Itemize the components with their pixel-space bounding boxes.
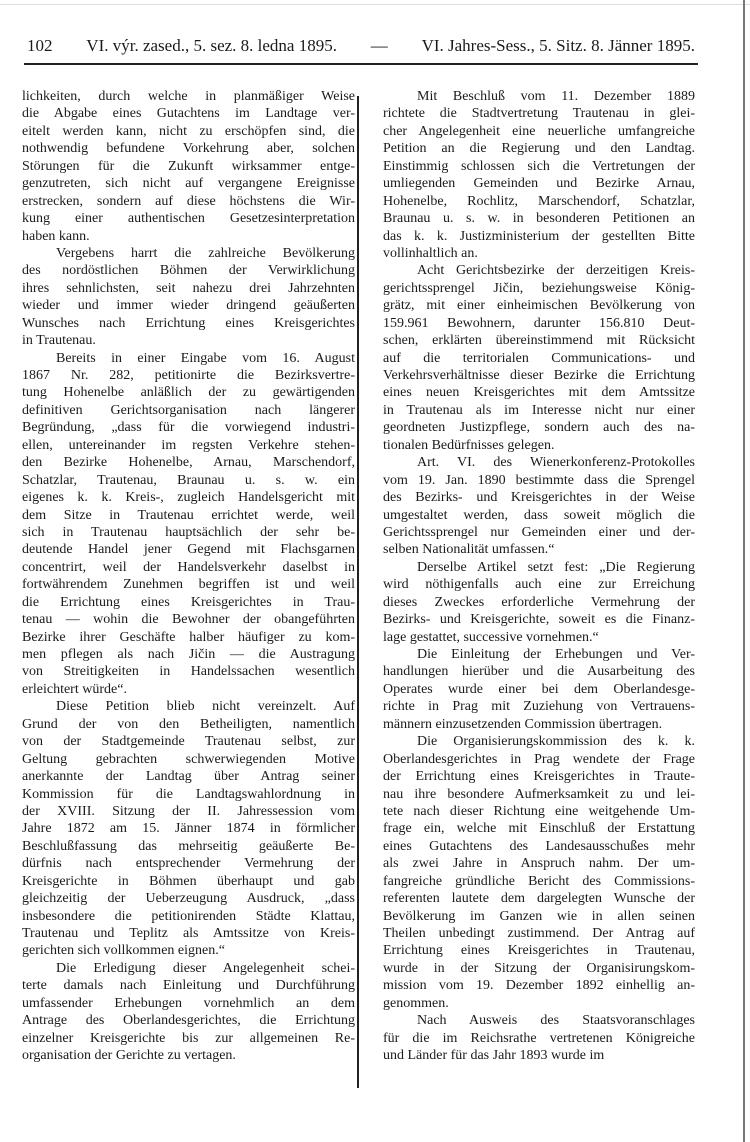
text-line: deutende Handel jener Gegend mit Flachsgarnen	[22, 542, 355, 558]
text-line: umgestaltet werden, dass soweit möglich die	[383, 507, 695, 523]
text-line: cher Angelegenheit eine neuerliche umfangreiche	[383, 123, 695, 139]
text-line: ellen, untereinander im regsten Verkehre stehen-	[22, 437, 355, 453]
text-line: gerichtssprengel Jičin, beziehungsweise König-	[383, 280, 695, 296]
text-line: Beschlußfassung das mehrseitig geäußerte Be-	[22, 838, 355, 854]
text-line: den Bezirke Hohenelbe, Arnau, Marschendorf,	[22, 455, 355, 471]
text-line: Einstimmig schlossen sich die Vertretungen der	[383, 158, 695, 174]
text-line: ihres sehnlichsten, seit nahezu drei Jahrzehnten	[22, 280, 355, 296]
text-line: nothwendig befundene Vorkehrung aber, solchen	[22, 141, 355, 157]
text-line: mission vom 19. Dezember 1892 einhellig an-	[383, 978, 695, 994]
text-line: wurde in der Sitzung der Organisirungskom-	[383, 960, 695, 976]
text-line: tung Hohenelbe anläßlich der zu gewärtigenden	[22, 385, 355, 401]
text-line: auf die territorialen Communications- und	[383, 350, 695, 366]
text-line: Hohenelbe, Rochlitz, Marschendorf, Schatzlar,	[383, 193, 695, 209]
right-column	[383, 88, 695, 1065]
paragraph	[383, 1012, 695, 1064]
text-line: erstrecken, sondern auf diese höchstens die Wir-	[22, 193, 355, 209]
text-line: tenau — wohin die Bewohner der obangeführten	[22, 612, 355, 628]
text-line: men pflegen als nach Jičin — die Austragung	[22, 647, 355, 662]
text-line: eigenes k. k. Kreis-, zugleich Handelsgericht mit	[22, 490, 355, 506]
paragraph	[383, 646, 695, 733]
text-line: Derselbe Artikel setzt fest: „Die Regierung	[417, 559, 695, 575]
text-line: als zwei Jahre in Anspruch nahm. Der um-	[383, 856, 695, 872]
text-line: geordneten Justizpflege, sondern auch des na-	[383, 420, 695, 436]
text-line: Nach Ausweis des Staatsvoranschlages	[417, 1013, 695, 1029]
text-line: Braunau u. s. w. in besonderen Petitionen an	[383, 211, 695, 227]
text-line: selben Nationalität umfassen.“	[383, 542, 555, 558]
text-line: Wunsches nach Errichtung eines Kreisgerichtes	[22, 315, 355, 331]
text-line: lichkeiten, durch welche in planmäßiger Weise	[22, 89, 355, 104]
header-rule	[24, 63, 698, 65]
text-line: terte damals nach Einleitung und Durchführung	[22, 978, 355, 994]
text-line: Diese Petition blieb nicht vereinzelt. Auf	[56, 699, 355, 715]
text-line: 1867 Nr. 282, petitionirte die Bezirksvertre-	[22, 368, 355, 383]
paragraph	[22, 350, 355, 699]
text-line: männern einzusetzenden Commission übertragen.	[383, 716, 663, 732]
text-line: umliegenden Gemeinden und Bezirke Arnau,	[383, 176, 695, 192]
text-line: organisation der Gerichte zu vertagen.	[22, 1048, 236, 1064]
left-column	[22, 88, 355, 1065]
text-line: dem Sitze in Trautenau errichtet werde, weil	[22, 507, 355, 523]
text-line: erleichtert würde“.	[22, 681, 127, 697]
text-line: das k. k. Justizministerium der gestellten Bitte	[383, 228, 695, 244]
text-line: richtete die Stadtvertretung Trautenau in glei-	[383, 106, 695, 122]
text-line: definitiven Gerichtsorganisation nach längerer	[22, 402, 355, 418]
text-line: Bevölkerung im Ganzen wie in allen seinen	[383, 908, 695, 924]
text-line: des Bezirks- und Kreisgerichtes in der Weise	[383, 490, 695, 506]
text-line: Störungen für die Zukunft wirksammer entge-	[22, 158, 355, 174]
text-line: die Abgabe eines Gutachtens im Landtage ver-	[22, 106, 355, 122]
text-line: dürfnis nach entsprechender Vermehrung der	[22, 856, 355, 872]
text-line: Petition an die Regierung und den Landtag.	[383, 141, 695, 157]
page-top-edge	[0, 4, 750, 5]
text-line: und Länder für das Jahr 1893 wurde im	[383, 1048, 605, 1064]
text-line: genommen.	[383, 995, 449, 1011]
text-line: Grund der von den Betheiligten, namentlich	[22, 716, 355, 732]
text-line: Die Einleitung der Erhebungen und Ver-	[417, 647, 695, 662]
text-line: von Streitigkeiten in Handelssachen wesentlich	[22, 664, 355, 680]
text-line: die Errichtung eines Kreisgerichtes in Trau-	[22, 594, 355, 610]
paragraph	[22, 245, 355, 350]
paragraph	[383, 559, 695, 646]
text-line: Bezirke ihrer Geschäfte halber häufiger zu kom-	[22, 629, 355, 645]
text-line: Operates wurde einer bei dem Oberlandesge-	[383, 681, 695, 697]
paragraph	[22, 88, 355, 245]
paragraph	[383, 454, 695, 559]
text-line: für die im Reichsrathe vertretenen Königreiche	[383, 1030, 695, 1046]
text-line: umfassender Erhebungen vornehmlich an dem	[22, 995, 355, 1011]
text-line: Jahre 1872 am 15. Jänner 1874 in förmlicher	[22, 821, 355, 837]
header-dash: —	[370, 36, 388, 55]
text-line: vom 19. Jan. 1890 bestimmte dass die Sprengel	[383, 472, 695, 488]
text-line: Bezirks- und Kreisgerichte, soweit es die Finanz-	[383, 612, 695, 628]
text-line: fortwährendem Zunehmen begriffen ist und weil	[22, 577, 355, 593]
text-line: eines Gutachtens des Landesausschußes mehr	[383, 838, 695, 854]
paragraph	[22, 698, 355, 960]
text-line: concentrirt, weil der Handelsverkehr daselbst in	[22, 559, 355, 575]
text-line: tionalen Bedürfnisses gelegen.	[383, 437, 555, 453]
text-line: 159.961 Bewohnern, darunter 156.810 Deut-	[383, 315, 695, 331]
text-line: Mit Beschluß vom 11. Dezember 1889	[417, 89, 695, 104]
text-line: Oberlandesgerichtes in Prag wendete der Frage	[383, 751, 695, 767]
text-line: tete nach dieser Richtung eine weitgehende Um-	[383, 803, 695, 819]
text-line: Verkehrsverhältnisse dieser Bezirke die Errichtung	[383, 368, 695, 383]
paragraph	[383, 88, 695, 262]
text-line: frage ein, welche mit Einschluß der Erstattung	[383, 821, 695, 837]
text-line: vollinhaltlich an.	[383, 245, 478, 261]
text-line: insbesondere die petitionirenden Städte Klattau,	[22, 908, 355, 924]
text-line: Die Erledigung dieser Angelegenheit schei-	[56, 960, 355, 976]
column-divider	[357, 96, 359, 1088]
text-line: genzutreten, sich nicht auf vergangene Ereignisse	[22, 176, 355, 192]
text-line: der XVIII. Sitzung der II. Jahressession vom	[22, 803, 355, 819]
text-line: des nordöstlichen Böhmen der Verwirklichung	[22, 263, 355, 279]
text-line: Schatzlar, Trautenau, Braunau u. s. w. ein	[22, 472, 355, 488]
text-line: Kommission für die Landtagswahlordnung in	[22, 786, 355, 802]
text-line: von der Stadtgemeinde Trautenau selbst, zur	[22, 734, 355, 750]
text-line: wird nöthigenfalls auch eine zur Erreichung	[383, 577, 695, 593]
header-german: VI. Jahres-Sess., 5. Sitz. 8. Jänner 1895.	[421, 36, 695, 55]
paragraph	[22, 960, 355, 1065]
text-line: richte in Prag mit Zuziehung von Vertrauens-	[383, 699, 695, 715]
text-line: Gerichtssprengel nur Gemeinden einer und der-	[383, 524, 695, 540]
text-line: haben kann.	[22, 228, 90, 244]
text-line: fangreiche gründliche Bericht des Commissions-	[383, 873, 695, 889]
page-right-edge	[743, 0, 745, 1142]
text-line: Bereits in einer Eingabe vom 16. August	[56, 350, 355, 366]
text-line: gerichten sich vollkommen eignen.“	[22, 943, 225, 959]
text-line: wieder und immer wieder dringend geäußerten	[22, 298, 355, 314]
text-line: der Errichtung eines Kreisgerichtes in Traute-	[383, 769, 695, 785]
text-line: anerkannte der Landtag über Antrag seiner	[22, 769, 355, 785]
text-line: Theilen unbedingt zustimmend. Der Antrag auf	[383, 926, 695, 941]
paragraph	[383, 733, 695, 1012]
text-line: Antrage des Oberlandesgerichtes, die Errichtung	[22, 1013, 355, 1029]
text-line: eitelt werden kann, nicht zu erschöpfen sind, die	[22, 123, 355, 139]
text-line: in Trautenau als im Interesse nicht nur einer	[383, 402, 695, 418]
text-line: lage gestattet, successive vornehmen.“	[383, 629, 599, 645]
running-header	[27, 36, 695, 56]
text-line: nau ihre besondere Aufmerksamkeit zu und lei-	[383, 786, 695, 802]
text-line: kung einer authentischen Gesetzesinterpretation	[22, 211, 355, 227]
header-czech: VI. výr. zased., 5. sez. 8. ledna 1895.	[86, 36, 337, 55]
text-line: Kreisgerichte in Böhmen überhaupt und gab	[22, 873, 355, 889]
text-line: in Trautenau.	[22, 333, 96, 349]
text-line: grätz, mit einer einheimischen Bevölkerung von	[383, 298, 695, 314]
text-line: referenten lautete dem dargelegten Wunsche der	[383, 891, 695, 907]
text-line: sich in Trautenau hauptsächlich der sehr be-	[22, 524, 355, 540]
text-line: gleichzeitig der Ueberzeugung Ausdruck, „dass	[22, 891, 355, 907]
text-line: eines neuen Kreisgerichtes mit dem Amtssitze	[383, 385, 695, 401]
paragraph	[383, 262, 695, 454]
text-line: Die Organisierungskommission des k. k.	[417, 734, 695, 750]
text-line: dieses Zweckes erforderliche Vermehrung der	[383, 594, 695, 610]
text-line: einzelner Kreisgerichte bis zur allgemeinen Re-	[22, 1030, 355, 1046]
text-line: Begründung, „dass für die vorwiegend industri-	[22, 420, 355, 436]
page-number: 102	[27, 36, 53, 55]
text-line: schen, erklärten übereinstimmend mit Rücksicht	[383, 333, 695, 349]
text-line: handlungen hierüber und die Ausarbeitung des	[383, 664, 695, 680]
text-line: Trautenau und Teplitz als Amtssitze von Kreis-	[22, 926, 355, 941]
text-line: Art. VI. des Wienerkonferenz-Protokolles	[417, 455, 695, 471]
text-line: Acht Gerichtsbezirke der derzeitigen Kreis-	[417, 263, 695, 279]
text-line: Geltung gebrachten schwerwiegenden Motive	[22, 751, 355, 767]
text-line: Errichtung eines Kreisgerichtes in Trautenau,	[383, 943, 695, 959]
text-line: Vergebens harrt die zahlreiche Bevölkerung	[56, 245, 355, 261]
